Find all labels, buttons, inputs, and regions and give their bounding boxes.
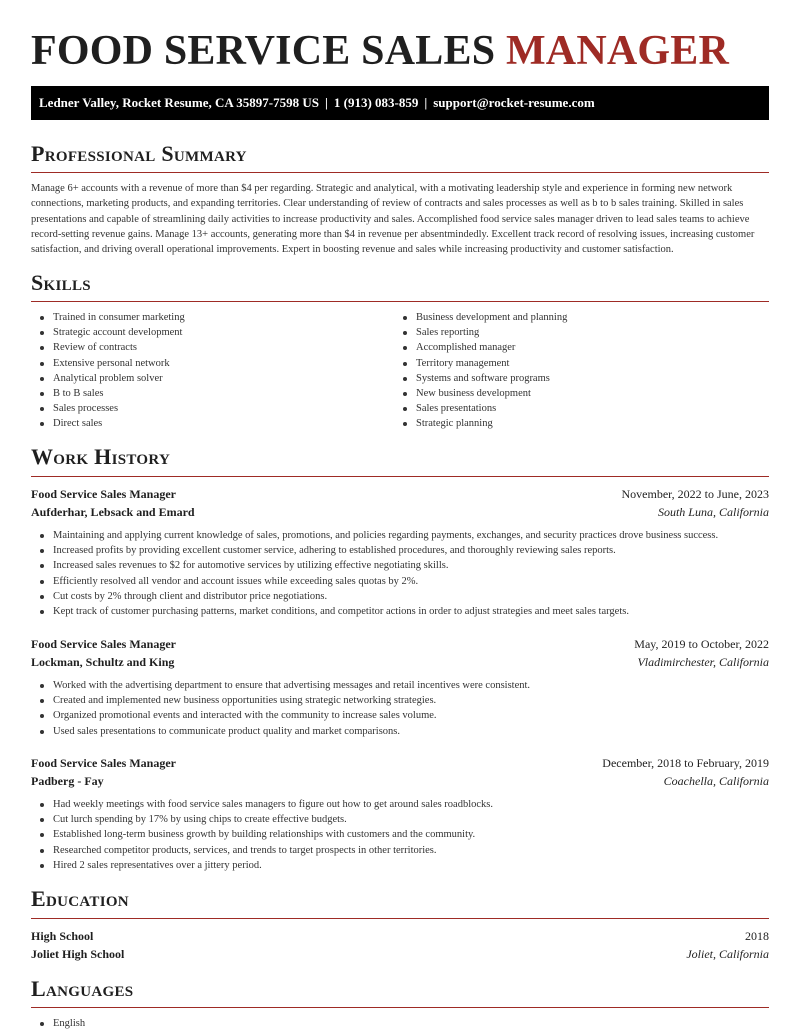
skill-item: New business development — [394, 386, 754, 401]
job-dates: May, 2019 to October, 2022 — [634, 637, 769, 651]
job-bullets — [31, 528, 769, 619]
skill-item: Sales processes — [31, 401, 391, 416]
job-bullet: Worked with the advertising department to ensure that advertising messages and retail incentives were consistent. — [31, 678, 769, 693]
skill-item: Business development and planning — [394, 310, 754, 325]
skill-item: B to B sales — [31, 386, 391, 401]
job-bullets — [31, 797, 769, 873]
job-bullet: Cut lurch spending by 17% by using chips to create effective budgets. — [31, 812, 769, 827]
contact-separator: | — [324, 95, 328, 110]
contact-phone: 1 (913) 083-859 — [333, 95, 419, 110]
resume-name — [31, 0, 769, 82]
job-entry — [31, 754, 769, 871]
skills-column-1 — [31, 310, 391, 432]
job-bullet: Hired 2 sales representatives over a jittery period. — [31, 858, 769, 873]
skills-column-2 — [394, 310, 754, 432]
job-bullet: Established long-term business growth by building relationships with customers and the community. — [31, 827, 769, 842]
job-bullet: Efficiently resolved all vendor and account issues while exceeding sales quotas by 2%. — [31, 574, 769, 589]
job-location: Coachella, California — [663, 774, 769, 788]
education-entry — [31, 927, 769, 963]
job-dates: December, 2018 to February, 2019 — [602, 756, 769, 770]
job-bullet: Created and implemented new business opportunities using strategic networking strategies. — [31, 693, 769, 708]
skill-item: Trained in consumer marketing — [31, 310, 391, 325]
name-main: FOOD SERVICE SALES — [31, 28, 496, 74]
section-divider — [31, 172, 769, 173]
summary-text: Manage 6+ accounts with a revenue of more than $4 per regarding. Strategic and analytical, with a motivating leadership style and experience in forming new network connections, marketing products, and expanding territories. Clear understanding of review of contracts and sales processes as well as b to b sales training. Skilled in sales presentations and capable of streamlining daily activities to increase productivity and sales. Accomplished food service sales manager driven to lead sales teams to achieve record-setting revenue gains. Manage 13+ accounts, generating more than $4 in revenue per absentmindedly. Excellent track record of resolving issues, increasing customer satisfaction, and driving overall operational improvements. Expert in boosting revenue and sales while increasing productivity and customer satisfaction. — [31, 183, 755, 256]
language-item: English — [31, 1016, 769, 1031]
contact-email: support@rocket-resume.com — [433, 95, 595, 110]
skill-item: Analytical problem solver — [31, 371, 391, 386]
job-company: Padberg - Fay — [31, 774, 104, 788]
skill-item: Extensive personal network — [31, 356, 391, 371]
section-divider — [31, 918, 769, 919]
contact-address: Ledner Valley, Rocket Resume, CA 35897-7598 US — [39, 95, 319, 110]
job-entry — [31, 485, 769, 618]
languages-items — [31, 1016, 769, 1031]
languages-heading: Languages — [31, 976, 134, 1001]
skill-item: Territory management — [394, 356, 754, 371]
job-bullet: Organized promotional events and interacted with the community to increase sales volume. — [31, 708, 769, 723]
education-school: Joliet High School — [31, 947, 125, 961]
skill-item: Sales reporting — [394, 325, 754, 340]
job-bullet: Cut costs by 2% through client and distributor price negotiations. — [31, 589, 769, 604]
work-history-heading: Work History — [31, 444, 171, 469]
skill-item: Strategic planning — [394, 416, 754, 431]
name-accent: MANAGER — [505, 28, 730, 74]
section-divider — [31, 301, 769, 302]
job-title: Food Service Sales Manager — [31, 756, 176, 770]
education-degree: High School — [31, 929, 94, 943]
job-bullet: Maintaining and applying current knowledge of sales, promotions, and policies regarding payments, exchanges, and security practices drove business success. — [31, 528, 769, 543]
education-heading: Education — [31, 886, 129, 911]
job-bullet: Kept track of customer purchasing patterns, market conditions, and competitor actions in order to adjust strategies and meet sales targets. — [31, 604, 769, 619]
job-company: Aufderhar, Lebsack and Emard — [31, 505, 195, 519]
job-title: Food Service Sales Manager — [31, 637, 176, 651]
resume-page — [31, 0, 769, 1029]
section-divider — [31, 476, 769, 477]
skill-item: Strategic account development — [31, 325, 391, 340]
contact-bar — [31, 86, 769, 120]
contact-separator: | — [424, 95, 428, 110]
job-company: Lockman, Schultz and King — [31, 655, 175, 669]
summary-heading: Professional Summary — [31, 141, 247, 166]
skill-item: Sales presentations — [394, 401, 754, 416]
job-title: Food Service Sales Manager — [31, 487, 176, 501]
job-location: Vladimirchester, California — [637, 655, 769, 669]
job-bullet: Increased profits by providing excellent customer service, adhering to established procedures, and thoroughly reviewing sales reports. — [31, 543, 769, 558]
skill-item: Review of contracts — [31, 340, 391, 355]
skill-item: Accomplished manager — [394, 340, 754, 355]
job-dates: November, 2022 to June, 2023 — [621, 487, 769, 501]
job-entry — [31, 635, 769, 737]
job-bullet: Used sales presentations to communicate product quality and market comparisons. — [31, 724, 769, 739]
section-divider — [31, 1007, 769, 1008]
job-bullets — [31, 678, 769, 739]
job-bullet: Had weekly meetings with food service sales managers to figure out how to get around sales roadblocks. — [31, 797, 769, 812]
job-bullet: Researched competitor products, services, and trends to target prospects in other territories. — [31, 843, 769, 858]
education-year: 2018 — [745, 929, 769, 943]
job-location: South Luna, California — [657, 505, 769, 519]
skill-item: Systems and software programs — [394, 371, 754, 386]
skill-item: Direct sales — [31, 416, 391, 431]
job-bullet: Increased sales revenues to $2 for automotive services by utilizing effective negotiating skills. — [31, 558, 769, 573]
skills-heading: Skills — [31, 270, 91, 295]
education-location: Joliet, California — [686, 947, 769, 961]
